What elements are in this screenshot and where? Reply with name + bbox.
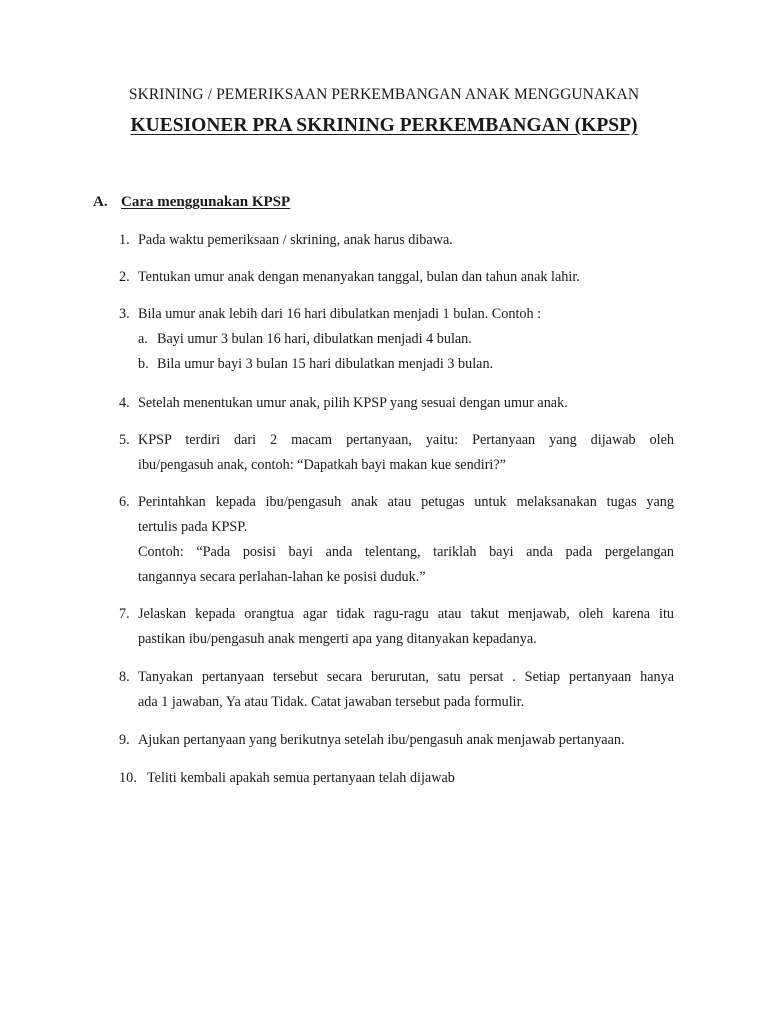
list-item-text: Bila umur anak lebih dari 16 hari dibulatkan menjadi 1 bulan. Contoh : xyxy=(138,306,542,322)
list-item-6 xyxy=(119,494,138,511)
list-item-text: Pada waktu pemeriksaan / skrining, anak harus dibawa. xyxy=(138,232,453,248)
list-item-7 xyxy=(119,606,138,623)
section-title: Cara menggunakan KPSP xyxy=(121,194,291,210)
list-item-text: ibu/pengasuh anak, contoh: “Dapatkah bayi makan kue sendiri?” xyxy=(138,457,506,473)
list-item-2 xyxy=(119,269,580,286)
list-item-1 xyxy=(119,232,453,249)
list-item-text: KPSP terdiri dari 2 macam pertanyaan, yaitu: Pertanyaan yang dijawab oleh xyxy=(138,432,674,448)
list-item-text: Tentukan umur anak dengan menanyakan tanggal, bulan dan tahun anak lahir. xyxy=(138,269,580,285)
list-item-number: 5. xyxy=(119,432,130,448)
list-item-text: ada 1 jawaban, Ya atau Tidak. Catat jawaban tersebut pada formulir. xyxy=(138,694,525,710)
list-item-8 xyxy=(119,669,138,686)
list-item-number: 8. xyxy=(119,669,130,685)
document-subtitle: SKRINING / PEMERIKSAAN PERKEMBANGAN ANAK MENGGUNAKAN xyxy=(128,86,640,103)
list-item-number: 7. xyxy=(119,606,130,622)
section-heading xyxy=(93,194,290,211)
list-item-number: 4. xyxy=(119,395,130,411)
list-item-text: Teliti kembali apakah semua pertanyaan telah dijawab xyxy=(147,770,455,786)
sub-item-text: Bayi umur 3 bulan 16 hari, dibulatkan menjadi 4 bulan. xyxy=(157,331,472,347)
list-item-number: 1. xyxy=(119,232,130,248)
sub-item-a xyxy=(138,331,472,348)
list-item-text: pastikan ibu/pengasuh anak mengerti apa yang ditanyakan kepadanya. xyxy=(138,631,537,647)
list-item-text: Setelah menentukan umur anak, pilih KPSP yang sesuai dengan umur anak. xyxy=(138,395,568,411)
sub-item-b xyxy=(138,356,493,373)
list-item-number: 2. xyxy=(119,269,130,285)
list-item-text: Jelaskan kepada orangtua agar tidak ragu-ragu atau takut menjawab, oleh karena itu xyxy=(138,606,674,622)
list-item-text: Perintahkan kepada ibu/pengasuh anak atau petugas untuk melaksanakan tugas yang xyxy=(138,494,674,510)
list-item-3 xyxy=(119,306,541,323)
list-item-9 xyxy=(119,732,625,749)
list-item-10 xyxy=(119,770,455,787)
list-item-text: Tanyakan pertanyaan tersebut secara berurutan, satu persat . Setiap pertanyaan hanya xyxy=(138,669,674,685)
list-item-5 xyxy=(119,432,138,449)
list-item-text: tertulis pada KPSP. xyxy=(138,519,248,535)
list-item-text: Ajukan pertanyaan yang berikutnya setelah ibu/pengasuh anak menjawab pertanyaan. xyxy=(138,732,625,748)
sub-item-text: Bila umur bayi 3 bulan 15 hari dibulatkan menjadi 3 bulan. xyxy=(157,356,494,372)
list-item-number: 9. xyxy=(119,732,130,748)
sub-item-letter: a. xyxy=(138,331,148,347)
sub-item-letter: b. xyxy=(138,356,149,372)
section-letter: A. xyxy=(93,194,108,210)
list-item-4 xyxy=(119,395,568,412)
list-item-text: tangannya secara perlahan-lahan ke posisi duduk.” xyxy=(138,569,426,585)
list-item-text: Contoh: “Pada posisi bayi anda telentang, tariklah bayi anda pada pergelangan xyxy=(138,544,674,560)
list-item-number: 10. xyxy=(119,770,137,786)
document-title: KUESIONER PRA SKRINING PERKEMBANGAN (KPSP) xyxy=(130,115,638,136)
list-item-number: 6. xyxy=(119,494,130,510)
list-item-number: 3. xyxy=(119,306,130,322)
